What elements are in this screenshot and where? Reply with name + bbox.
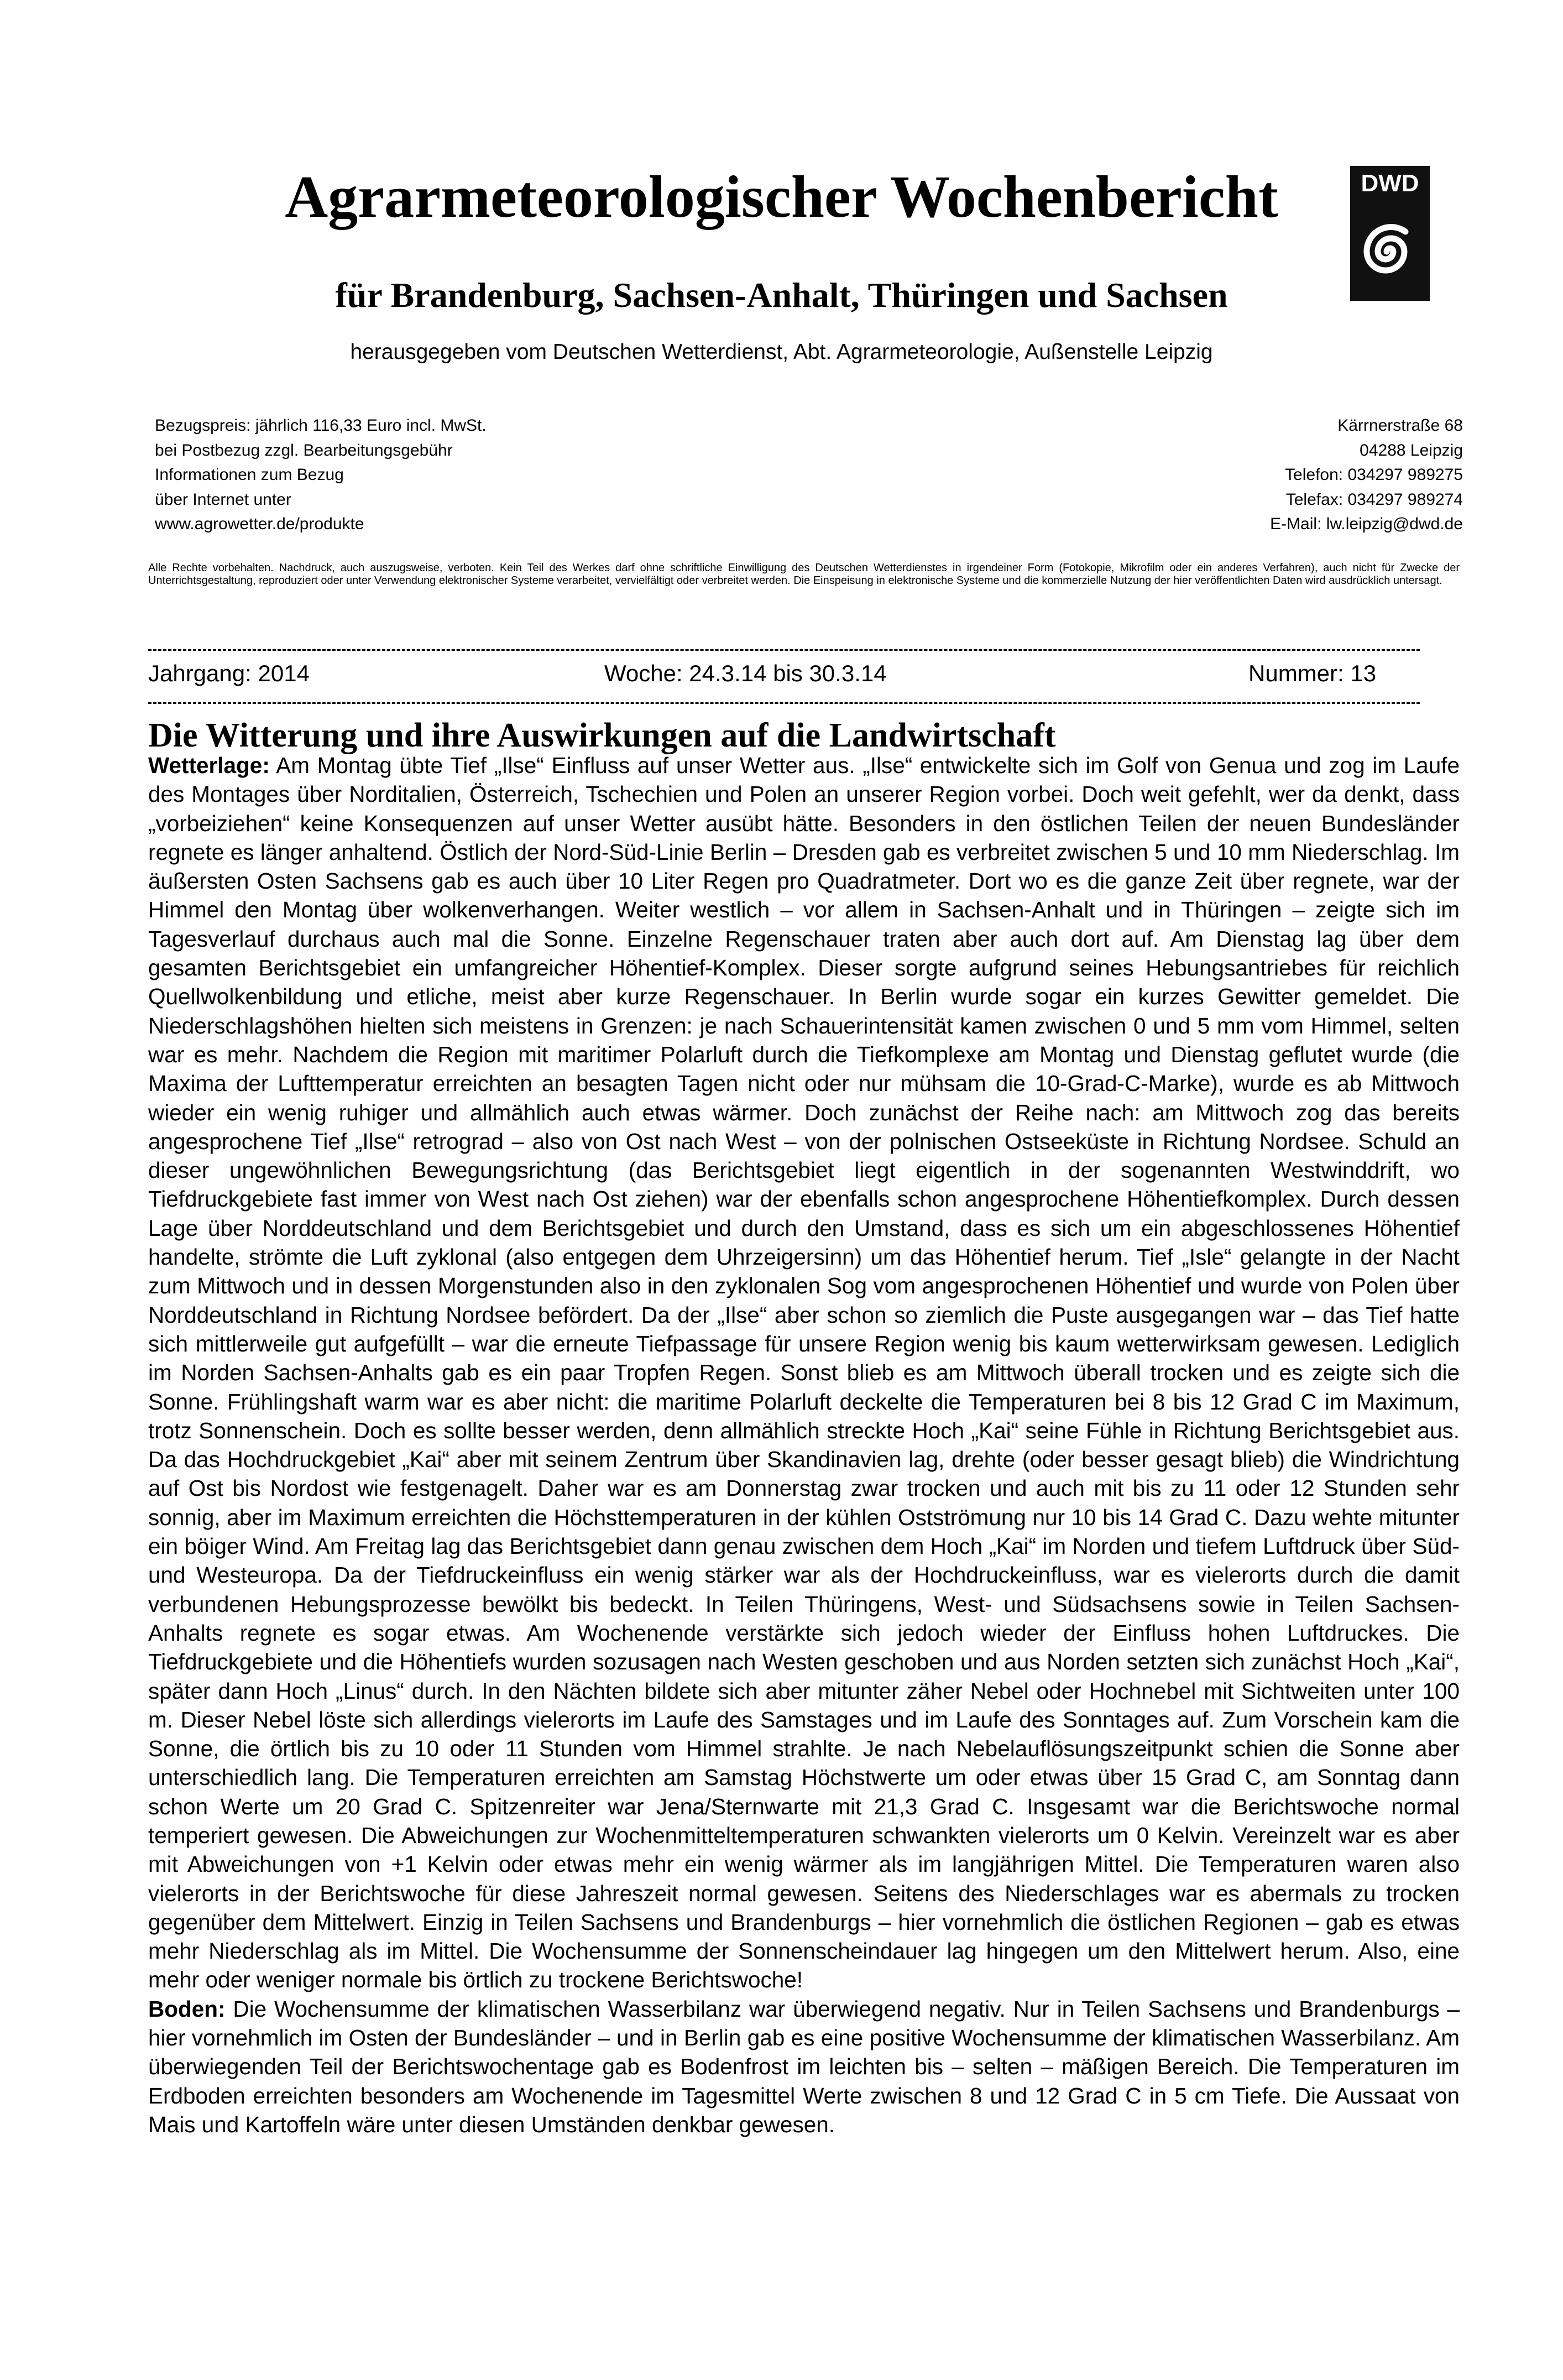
subscription-info <box>155 414 708 537</box>
subscription-internet-label: über Internet unter <box>155 490 291 509</box>
page-title: Agrarmeteorologischer Wochenbericht <box>285 164 1278 230</box>
dwd-spiral-icon <box>1356 210 1424 293</box>
dwd-logo <box>1350 166 1430 301</box>
address-phone: Telefon: 034297 989275 <box>1285 466 1463 484</box>
issue-number: Nummer: 13 <box>1248 660 1377 686</box>
section-heading: Die Witterung und ihre Auswirkungen auf die Landwirtschaft <box>148 717 1056 754</box>
subscription-website: www.agrowetter.de/produkte <box>155 515 364 533</box>
issue-week: Woche: 24.3.14 bis 30.3.14 <box>604 660 887 686</box>
page-subtitle: für Brandenburg, Sachsen-Anhalt, Thüringen und Sachsen <box>335 275 1228 315</box>
subscription-price: Bezugspreis: jährlich 116,33 Euro incl. MwSt. <box>155 416 487 435</box>
wetterlage-label: Wetterlage: <box>148 753 270 778</box>
address-fax: Telefax: 034297 989274 <box>1285 490 1463 509</box>
rights-notice: Alle Rechte vorbehalten. Nachdruck, auch auszugsweise, verboten. Kein Teil des Werkes darf ohne schriftliche Einwilligung des Deutschen Wetterdienstes in irgendeiner Form (Fotokopie, Mikrofilm oder ein anderes Verfahren), auch nicht für Zwecke der Unterrichtsgestaltung, reproduziert oder unter Verwendung elektronischer Systeme verarbeitet, vervielfältigt oder verbreitet werden. Die Einspeisung in elektronische Systeme und die kommerzielle Nutzung der hier veröffentlichten Daten wird ausdrücklich untersagt. <box>148 562 1460 587</box>
address-email: E-Mail: lw.leipzig@dwd.de <box>1270 515 1463 533</box>
divider-bottom <box>148 702 1420 704</box>
section-body <box>148 751 1460 2139</box>
boden-paragraph <box>148 1995 1460 2139</box>
boden-label: Boden: <box>148 1996 226 2022</box>
subscription-postal-fee: bei Postbezug zzgl. Bearbeitungsgebühr <box>155 441 453 460</box>
publisher-line: herausgegeben vom Deutschen Wetterdienst, Abt. Agrarmeteorologie, Außenstelle Leipzig <box>350 340 1213 364</box>
address-city: 04288 Leipzig <box>1360 441 1463 460</box>
boden-text: Die Wochensumme der klimatischen Wasserbilanz war überwiegend negativ. Nur in Teilen Sachsens und Brandenburgs – hier vornehmlich im Osten der Bundesländer – und in Berlin gab es eine positive Wochensumme der klimatischen Wasserbilanz. Am überwiegenden Teil der Berichtswochentage gab es Bodenfrost im leichten bis – selten – mäßigen Bereich. Die Temperaturen im Erdboden erreichten besonders am Wochenende im Tagesmittel Werte zwischen 8 und 12 Grad C in 5 cm Tiefe. Die Aussaat von Mais und Kartoffeln wäre unter diesen Umständen denkbar gewesen. <box>148 1996 1460 2137</box>
dwd-logo-text: DWD <box>1361 170 1419 197</box>
address-block <box>995 414 1463 537</box>
wetterlage-text: Am Montag übte Tief „Ilse“ Einfluss auf unser Wetter aus. „Ilse“ entwickelte sich im Golf von Genua und zog im Laufe des Montages über Norditalien, Österreich, Tschechien und Polen an unserer Region vorbei. Doch weit gefehlt, wer da denkt, dass „vorbeiziehen“ keine Konsequenzen auf unser Wetter ausübt hätte. Besonders in den östlichen Teilen der neuen Bundesländer regnete es länger anhaltend. Östlich der Nord-Süd-Linie Berlin – Dresden gab es verbreitet zwischen 5 und 10 mm Niederschlag. Im äußersten Osten Sachsens gab es auch über 10 Liter Regen pro Quadratmeter. Dort wo es die ganze Zeit über regnete, war der Himmel den Montag über wolkenverhangen. Weiter westlich – vor allem in Sachsen-Anhalt und in Thüringen – zeigte sich im Tagesverlauf durchaus auch mal die Sonne. Einzelne Regenschauer traten aber auch dort auf. Am Dienstag lag über dem gesamten Berichtsgebiet ein umfangreicher Höhentief-Komplex. Dieser sorgte aufgrund seines Hebungsantriebes für reichlich Quellwolkenbildung und etliche, meist aber kurze Regenschauer. In Berlin wurde sogar ein kurzes Gewitter gemeldet. Die Niederschlagshöhen hielten sich meistens in Grenzen: je nach Schauerintensität kamen zwischen 0 und 5 mm vom Himmel, selten war es mehr. Nachdem die Region mit maritimer Polarluft durch die Tiefkomplexe am Montag und Dienstag geflutet wurde (die Maxima der Lufttemperatur erreichten an besagten Tagen nicht oder nur mühsam die 10-Grad-C-Marke), wurde es ab Mittwoch wieder ein wenig ruhiger und allmählich auch etwas wärmer. Doch zunächst der Reihe nach: am Mittwoch zog das bereits angesprochene Tief „Ilse“ retrograd – also von Ost nach West – von der polnischen Ostseeküste in Richtung Nordsee. Schuld an dieser ungewöhnlichen Bewegungsrichtung (das Berichtsgebiet liegt eigentlich in der sogenannten Westwinddrift, wo Tiefdruckgebiete fast immer von West nach Ost ziehen) war der ebenfalls schon angesprochene Höhentiefkomplex. Durch dessen Lage über Norddeutschland und dem Berichtsgebiet und durch den Umstand, dass es sich um ein abgeschlossenes Höhentief handelte, strömte die Luft zyklonal (also entgegen dem Uhrzeigersinn) um das Höhentief herum. Tief „Isle“ gelangte in der Nacht zum Mittwoch und in dessen Morgenstunden also in den zyklonalen Sog vom angesprochenen Höhentief und wurde von Polen über Norddeutschland in Richtung Nordsee befördert. Da der „Ilse“ aber schon so ziemlich die Puste ausgegangen war – das Tief hatte sich mittlerweile gut aufgefüllt – war die erneute Tiefpassage für unsere Region wenig bis kaum wetterwirksam gewesen. Lediglich im Norden Sachsen-Anhalts gab es ein paar Tropfen Regen. Sonst blieb es am Mittwoch überall trocken und es zeigte sich die Sonne. Frühlingshaft warm war es aber nicht: die maritime Polarluft deckelte die Temperaturen bei 8 bis 12 Grad C im Maximum, trotz Sonnenschein. Doch es sollte besser werden, denn allmählich streckte Hoch „Kai“ seine Fühle in Richtung Berichtsgebiet aus. Da das Hochdruckgebiet „Kai“ aber mit seinem Zentrum über Skandinavien lag, drehte (oder besser gesagt blieb) die Windrichtung auf Ost bis Nordost wie festgenagelt. Daher war es am Donnerstag zwar trocken und auch mit bis zu 11 oder 12 Stunden sehr sonnig, aber im Maximum erreichten die Höchsttemperaturen in der kühlen Ostströmung nur 10 bis 14 Grad C. Dazu wehte mitunter ein böiger Wind. Am Freitag lag das Berichtsgebiet dann genau zwischen dem Hoch „Kai“ im Norden und tiefem Luftdruck über Süd- und Westeuropa. Da der Tiefdruckeinfluss ein wenig stärker war als der Hochdruckeinfluss, war es vielerorts durch die damit verbundenen Hebungsprozesse bewölkt bis bedeckt. In Teilen Thüringens, West- und Südsachsens sowie in Teilen Sachsen-Anhalts regnete es sogar etwas. Am Wochenende verstärkte sich jedoch wieder der Einfluss hohen Luftdruckes. Die Tiefdruckgebiete und die Höhentiefs wurden sozusagen nach Westen geschoben und aus Norden setzten sich zunächst Hoch „Kai“, später dann Hoch „Linus“ durch. In den Nächten bildete sich aber mitunter zäher Nebel oder Hochnebel mit Sichtweiten unter 100 m. Dieser Nebel löste sich allerdings vielerorts im Laufe des Samstages und im Laufe des Sonntages auf. Zum Vorschein kam die Sonne, die örtlich bis zu 10 oder 11 Stunden vom Himmel strahlte. Je nach Nebelauflösungszeitpunkt schien die Sonne aber unterschiedlich lang. Die Temperaturen erreichten am Samstag Höchstwerte um oder etwas über 15 Grad C, am Sonntag dann schon Werte um 20 Grad C. Spitzenreiter war Jena/Sternwarte mit 21,3 Grad C. Insgesamt war die Berichtswoche normal temperiert gewesen. Die Abweichungen zur Wochenmitteltemperaturen schwankten vielerorts um 0 Kelvin. Vereinzelt war es aber mit Abweichungen von +1 Kelvin oder etwas mehr ein wenig wärmer als im langjährigen Mittel. Die Temperaturen waren also vielerorts in der Berichtswoche für diese Jahreszeit normal gewesen. Seitens des Niederschlages war es abermals zu trocken gegenüber dem Mittelwert. Einzig in Teilen Sachsens und Brandenburgs – hier vornehmlich die östlichen Regionen – gab es etwas mehr Niederschlag als im Mittel. Die Wochensumme der Sonnenscheindauer lag hingegen um den Mittelwert herum. Also, eine mehr oder weniger normale bis örtlich zu trockene Berichtswoche! <box>148 753 1460 1993</box>
subscription-info-label: Informationen zum Bezug <box>155 466 344 484</box>
divider-top <box>148 649 1420 651</box>
wetterlage-paragraph <box>148 751 1460 1995</box>
address-street: Kärrnerstraße 68 <box>1337 416 1463 435</box>
issue-volume: Jahrgang: 2014 <box>148 660 310 686</box>
